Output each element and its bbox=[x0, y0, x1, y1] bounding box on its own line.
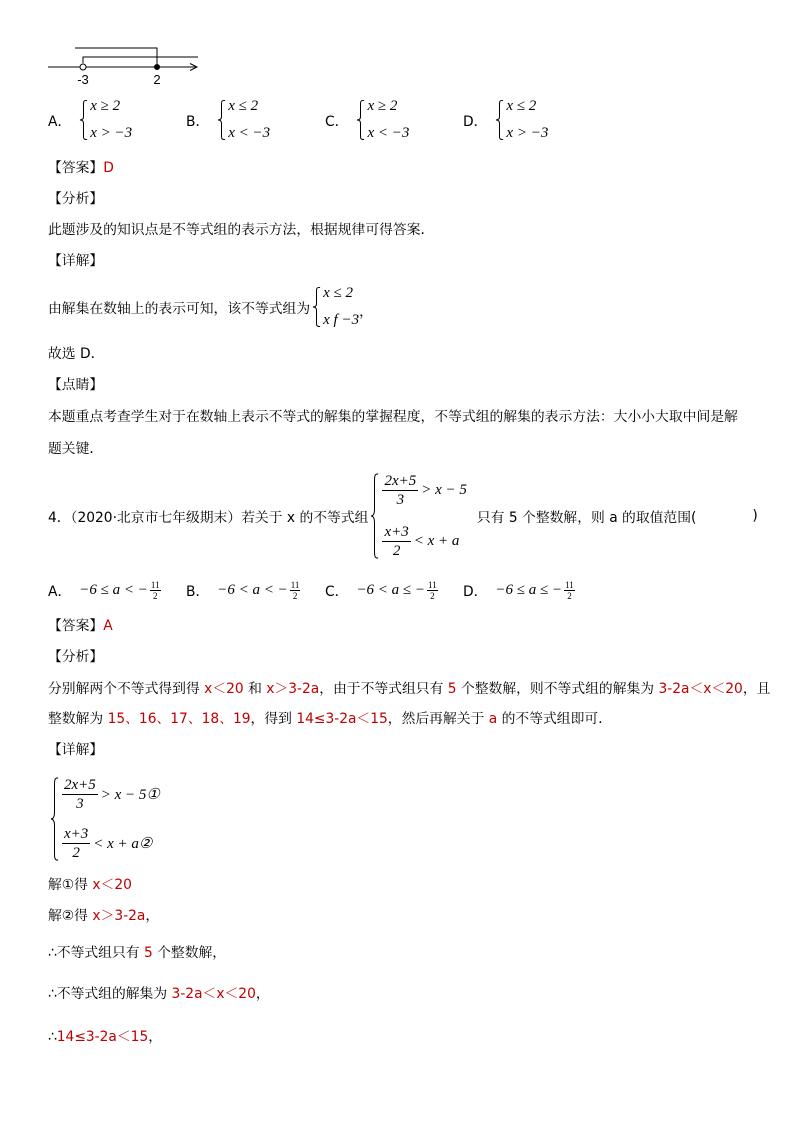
stem-system bbox=[382, 472, 466, 560]
text-segment: ， bbox=[148, 1029, 163, 1045]
q4-detail-label: 【详解】 bbox=[48, 742, 104, 758]
q4-analysis-label: 【分析】 bbox=[48, 649, 104, 665]
option-fraction bbox=[290, 580, 301, 601]
option-expr: −6 < a ≤ − bbox=[356, 581, 426, 598]
numerator: 2x+5 bbox=[384, 473, 417, 489]
stem-after: 只有 5 个整数解，则 a 的取值范围( bbox=[476, 510, 697, 526]
q4-step-2 bbox=[48, 906, 159, 926]
math-segment: a bbox=[488, 711, 498, 727]
math-segment: x＜20 bbox=[92, 877, 132, 893]
option-line-2: x > −3 bbox=[90, 125, 133, 141]
q3-analysis-text: 此题涉及的知识点是不等式组的表示方法，根据规律可得答案． bbox=[48, 222, 435, 238]
numerator: x+3 bbox=[384, 524, 409, 540]
solution-bracket-gt-neg3 bbox=[83, 57, 198, 63]
fraction bbox=[62, 776, 98, 813]
q4-analysis-line-1 bbox=[48, 679, 770, 699]
option-line-1: x ≤ 2 bbox=[228, 98, 259, 114]
option-line-1: x ≥ 2 bbox=[90, 98, 121, 114]
math-segment: 3-2a＜x＜20 bbox=[171, 986, 256, 1002]
inequality-2 bbox=[62, 825, 160, 862]
detail-line-1: x ≤ 2 bbox=[323, 285, 354, 301]
q3-detail-line bbox=[48, 286, 373, 328]
text-segment: ，且 bbox=[742, 681, 771, 697]
text-segment: ，得到 bbox=[250, 711, 297, 727]
denominator: 2 bbox=[564, 590, 575, 601]
detail-system bbox=[323, 285, 359, 329]
q4-detail-system bbox=[50, 776, 160, 862]
inequality-rest: > x − 5① bbox=[100, 787, 160, 803]
option-fraction bbox=[427, 580, 438, 601]
inequality-rest: < x + a② bbox=[93, 836, 153, 852]
fraction bbox=[382, 523, 410, 560]
text-segment: 分别解两个不等式得到得 bbox=[48, 681, 205, 697]
option-letter: B． bbox=[186, 114, 210, 130]
denominator: 3 bbox=[382, 490, 418, 509]
q4-step-5 bbox=[48, 1027, 162, 1047]
q3-option-b bbox=[186, 100, 270, 140]
fraction bbox=[62, 825, 90, 862]
q3-option-d bbox=[463, 100, 548, 140]
denominator: 2 bbox=[382, 541, 410, 560]
option-system bbox=[506, 98, 548, 142]
option-line-1: x ≥ 2 bbox=[367, 98, 398, 114]
stem-close: ) bbox=[752, 508, 758, 524]
left-brace bbox=[356, 100, 365, 140]
text-segment: 的不等式组即可． bbox=[497, 711, 612, 727]
math-segment: 14≤3-2a＜15 bbox=[296, 711, 388, 727]
number-line-figure bbox=[0, 0, 210, 92]
text-segment: ∴不等式组只有 bbox=[48, 945, 144, 961]
denominator: 2 bbox=[290, 590, 301, 601]
math-segment: x＞3-2a bbox=[92, 908, 146, 924]
q3-analysis-label: 【分析】 bbox=[48, 191, 104, 207]
text-segment: ， bbox=[145, 908, 160, 924]
fraction bbox=[382, 472, 418, 509]
answer-value: D bbox=[103, 160, 114, 176]
closed-point-2 bbox=[154, 64, 160, 70]
stem-before: 4．（2020·北京市七年级期末）若关于 x 的不等式组 bbox=[48, 510, 369, 526]
option-system bbox=[90, 98, 132, 142]
left-brace bbox=[370, 473, 379, 559]
math-segment: 5 bbox=[447, 681, 457, 697]
denominator: 3 bbox=[62, 794, 98, 813]
left-brace bbox=[79, 100, 88, 140]
detail-system bbox=[62, 776, 160, 862]
left-brace bbox=[50, 777, 59, 861]
q3-option-c bbox=[325, 100, 409, 140]
inequality-rest: < x + a bbox=[413, 533, 460, 549]
math-segment: 15、16、17、18、19 bbox=[107, 711, 251, 727]
text-segment: 个整数解，则不等式组的解集为 bbox=[456, 681, 659, 697]
denominator: 2 bbox=[150, 590, 161, 601]
text-segment: ∴不等式组的解集为 bbox=[48, 986, 172, 1002]
q4-step-3 bbox=[48, 943, 226, 963]
detail-line-2: x f −3 bbox=[323, 312, 360, 328]
option-letter: A． bbox=[48, 114, 72, 130]
q4-answer bbox=[48, 616, 113, 636]
numerator: 2x+5 bbox=[64, 777, 96, 793]
left-brace bbox=[495, 100, 504, 140]
open-point-neg3 bbox=[80, 64, 86, 70]
q4-step-4 bbox=[48, 984, 270, 1004]
option-expr: −6 < a < − bbox=[217, 581, 288, 598]
q4-stem bbox=[48, 472, 758, 560]
q4-option-a bbox=[48, 577, 161, 603]
text-segment: ， bbox=[255, 986, 270, 1002]
detail-text: 由解集在数轴上的表示可知，该不等式组为 bbox=[48, 301, 311, 317]
option-fraction bbox=[564, 580, 575, 601]
left-brace bbox=[217, 100, 226, 140]
text-segment: 解②得 bbox=[48, 908, 93, 924]
q4-analysis-line-2 bbox=[48, 709, 612, 729]
inequality-1 bbox=[62, 776, 160, 813]
solution-bracket-le-2 bbox=[75, 48, 157, 64]
option-letter: C． bbox=[325, 584, 349, 600]
left-brace bbox=[312, 287, 321, 327]
numerator: 11 bbox=[150, 579, 160, 590]
denominator: 2 bbox=[427, 590, 438, 601]
detail-comma: ， bbox=[359, 304, 373, 320]
inequality-2 bbox=[382, 523, 466, 560]
numerator: x+3 bbox=[64, 826, 89, 842]
math-segment: 3-2a＜x＜20 bbox=[658, 681, 743, 697]
option-fraction bbox=[150, 580, 161, 601]
inequality-1 bbox=[382, 472, 466, 509]
option-line-2: x > −3 bbox=[506, 125, 549, 141]
q3-comment-label: 【点睛】 bbox=[48, 377, 104, 393]
text-segment: 解①得 bbox=[48, 877, 93, 893]
text-segment: ，由于不等式组只有 bbox=[319, 681, 448, 697]
numerator: 11 bbox=[565, 579, 574, 590]
q3-answer bbox=[48, 158, 114, 178]
option-system bbox=[367, 98, 409, 142]
q4-option-b bbox=[186, 577, 300, 603]
option-letter: D． bbox=[463, 584, 488, 600]
q4-option-c bbox=[325, 577, 438, 603]
answer-label: 【答案】 bbox=[48, 618, 104, 634]
math-segment: 5 bbox=[143, 945, 153, 961]
math-segment: 14≤3-2a＜15 bbox=[56, 1029, 149, 1045]
option-line-2: x < −3 bbox=[367, 125, 410, 141]
q3-detail-label: 【详解】 bbox=[48, 253, 104, 269]
option-letter: C． bbox=[325, 114, 349, 130]
answer-label: 【答案】 bbox=[48, 160, 104, 176]
q4-step-1 bbox=[48, 875, 132, 895]
option-letter: D． bbox=[463, 114, 488, 130]
option-letter: B． bbox=[186, 584, 210, 600]
option-system bbox=[228, 98, 270, 142]
q3-option-a bbox=[48, 100, 132, 140]
option-expr: −6 ≤ a ≤ − bbox=[495, 581, 563, 598]
inequality-rest: > x − 5 bbox=[421, 482, 467, 498]
text-segment: ∴ bbox=[48, 1029, 57, 1045]
q4-option-d bbox=[463, 577, 575, 603]
text-segment: 整数解为 bbox=[48, 711, 108, 727]
math-segment: x＜20 bbox=[204, 681, 244, 697]
numerator: 11 bbox=[290, 579, 300, 590]
text-segment: ，然后再解关于 bbox=[387, 711, 489, 727]
q3-comment-line-1: 本题重点考查学生对于在数轴上表示不等式的解集的掌握程度，不等式组的解集的表示方法：大小小大取中间是解 bbox=[48, 409, 738, 425]
text-segment: 和 bbox=[243, 681, 267, 697]
text-segment: 个整数解， bbox=[152, 945, 227, 961]
option-letter: A． bbox=[48, 584, 72, 600]
denominator: 2 bbox=[62, 843, 90, 862]
option-expr: −6 ≤ a < − bbox=[79, 581, 148, 598]
label-neg3: -3 bbox=[77, 72, 89, 87]
numerator: 11 bbox=[428, 579, 437, 590]
q3-comment-line-2: 题关键． bbox=[48, 441, 104, 457]
q3-conclusion: 故选 D． bbox=[48, 346, 105, 362]
option-line-2: x < −3 bbox=[228, 125, 271, 141]
option-line-1: x ≤ 2 bbox=[506, 98, 537, 114]
answer-value: A bbox=[103, 618, 113, 634]
math-segment: x＞3-2a bbox=[266, 681, 320, 697]
label-2: 2 bbox=[153, 72, 161, 87]
